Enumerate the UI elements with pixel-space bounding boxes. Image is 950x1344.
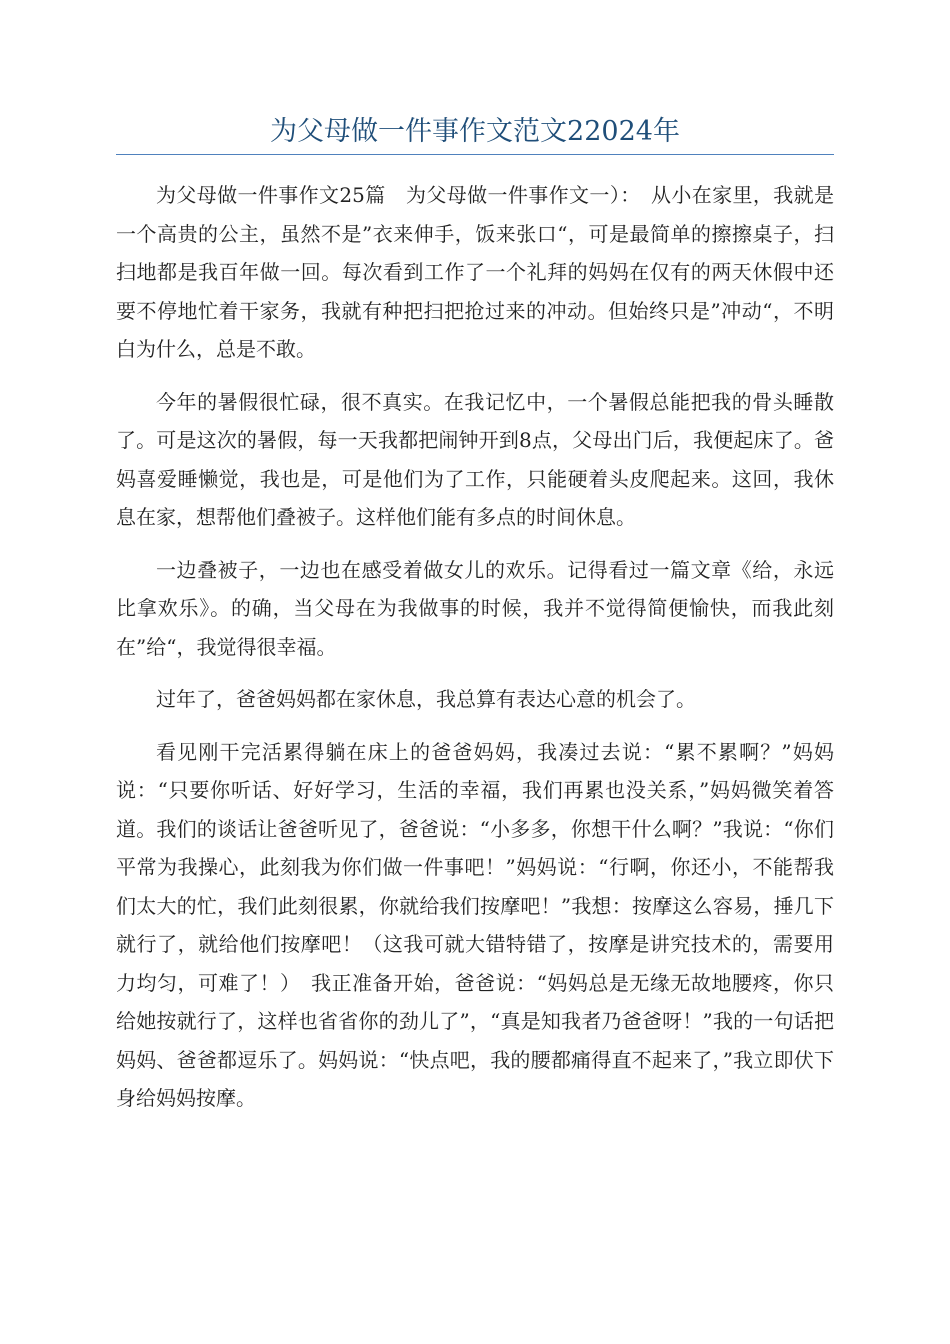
title-underline-divider <box>116 154 834 155</box>
document-title: 为父母做一件事作文范文22024年 <box>270 116 680 147</box>
paragraph-3: 一边叠被子，一边也在感受着做女儿的欢乐。记得看过一篇文章《给，永远比拿欢乐》。的确，当父母在为我做事的时候，我并不觉得简便愉快，而我此刻在”给“，我觉得很幸福。 <box>116 557 834 659</box>
paragraph-5: 看见刚干完活累得躺在床上的爸爸妈妈，我凑过去说：“累不累啊？”妈妈说：“只要你听话、好好学习，生活的幸福，我们再累也没关系，”妈妈微笑着答道。我们的谈话让爸爸听见了，爸爸说：“小多多，你想干什么啊？”我说：“你们平常为我操心，此刻我为你们做一件事吧！”妈妈说：“行啊，你还小，不能帮我们太大的忙，我们此刻很累，你就给我们按摩吧！”我想：按摩这么容易，捶几下就行了，就给他们按摩吧！（这我可就大错特错了，按摩是讲究技术的，需要用力均匀，可难了！） 我正准备开始，爸爸说：“妈妈总是无缘无故地腰疼，你只给她按就行了，这样也省省你的劲儿了”，“真是知我者乃爸爸呀！”我的一句话把妈妈、爸爸都逗乐了。妈妈说：“快点吧，我的腰都痛得直不起来了，”我立即伏下身给妈妈按摩。 <box>116 739 834 1110</box>
paragraph-4: 过年了，爸爸妈妈都在家休息，我总算有表达心意的机会了。 <box>156 687 696 711</box>
document-body <box>116 176 834 1132</box>
paragraph-1: 为父母做一件事作文25篇 为父母做一件事作文一）： 从小在家里，我就是一个高贵的公主，虽然不是”衣来伸手，饭来张口“，可是最简单的擦擦桌子，扫扫地都是我百年做一回。每次看到工作了一个礼拜的妈妈在仅有的两天休假中还要不停地忙着干家务，我就有种把扫把抢过来的冲动。但始终只是”冲动“，不明白为什么，总是不敢。 <box>116 183 834 361</box>
paragraph-2: 今年的暑假很忙碌，很不真实。在我记忆中，一个暑假总能把我的骨头睡散了。可是这次的暑假，每一天我都把闹钟开到8点，父母出门后，我便起床了。爸妈喜爱睡懒觉，我也是，可是他们为了工作，只能硬着头皮爬起来。这回，我休息在家，想帮他们叠被子。这样他们能有多点的时间休息。 <box>116 389 834 529</box>
